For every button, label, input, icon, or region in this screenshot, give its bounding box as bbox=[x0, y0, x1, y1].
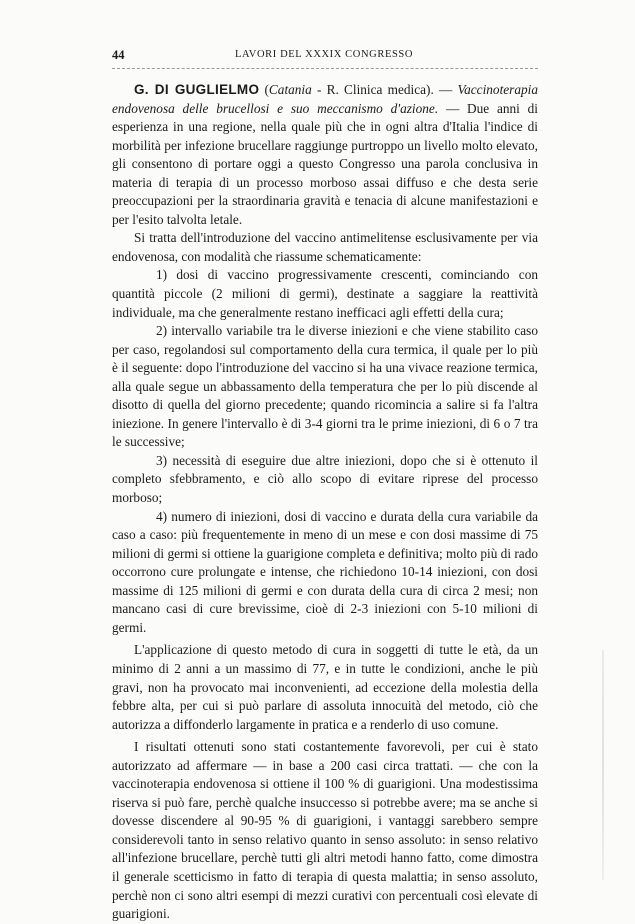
affiliation-city: Catania bbox=[268, 82, 312, 97]
page-header bbox=[112, 48, 536, 66]
scan-edge-mark bbox=[602, 650, 604, 880]
paragraph-method: Si tratta dell'introduzione del vaccino antimelitense esclusivamente per via endovenosa, con modalità che riassume schematicamente: bbox=[112, 230, 538, 264]
article-body bbox=[112, 81, 538, 924]
intro-text: — Due anni di esperienza in una regione, nella quale più che in ogni altra d'Italia l'indice di morbilità per infezione brucellare raggiunge purtroppo un livello molto elevato, gli consentono di portare oggi a questo Congresso una parola conclusiva in materia di terapia di un processo morboso assai diffuso e che desta serie preoccupazioni per la straordinaria gravità e tenacia di alcune manifestazioni e per l'esito talvolta letale. bbox=[112, 100, 538, 227]
article-title: Vaccinoterapia endovenosa delle brucellosi e suo meccanismo d'azione. bbox=[112, 82, 538, 116]
paragraph-application: L'applicazione di questo metodo di cura in soggetti di tutte le età, da un minimo di 2 anni a un massimo di 77, e in tutte le condizioni, anche le più gravi, non ha provocato mai inconvenienti, ad eccezione della molestia della febbre alta, per cui si può parlare di assoluta innocuità del metodo, ciò che autorizza a diffonderlo largamente in pratica e a renderlo di uso comune. bbox=[112, 642, 538, 732]
page-number: 44 bbox=[112, 48, 125, 62]
list-item-3: 3) necessità di eseguire due altre iniezioni, dopo che si è ottenuto il completo sfebbramento, e ciò allo scopo di evitare riprese del processo morboso; bbox=[112, 452, 538, 506]
paragraph-results: I risultati ottenuti sono stati costantemente favorevoli, per cui è stato autorizzato ad affermare — in base a 200 casi circa trattati. — che con la vaccinoterapia endovenosa si ottiene il 100 % di guarigioni. Una modestissima riserva si può fare, perchè qualche insuccesso si potrebbe avere; ma se anche si dovesse discendere al 90-95 % di guarigioni, i vantaggi sarebbero sempre considerevoli tanto in senso relativo quanto in senso assoluto: in senso relativo all'infezione brucellare, perchè tutti gli altri metodi hanno fatto, come dimostra il generale scetticismo in fatto di terapia di questa malattia; in senso assoluto, perchè non ci sono altri esempi di mezzi curativi con percentuali così elevate di guarigioni. bbox=[112, 739, 538, 922]
list-item-4: 4) numero di iniezioni, dosi di vaccino e durata della cura variabile da caso a caso: più frequentemente in meno di un mese e con dosi massime di 75 milioni di germi si ottiene la guarigione completa e definitiva; molto più di rado occorrono cure prolungate e intense, che richiedono 10-14 iniezioni, con dosi massime di 125 milioni di germi e con durata della cura di circa 2 mesi; non mancano casi di cure brevissime, cioè di 2-3 iniezioni con 5-10 milioni di germi. bbox=[112, 508, 538, 635]
list-item-2: 2) intervallo variabile tra le diverse iniezioni e che viene stabilito caso per caso, regolandosi sul comportamento della cura termica, il quale per lo più è il seguente: dopo l'introduzione del vaccino si ha una vivace reazione termica, alla quale segue un abbassamento della temperatura che per lo più discende al disotto di quella del giorno precedente; quando ricomincia a salire si fa l'altra iniezione. In genere l'intervallo è di 3-4 giorni tra le prime iniezioni, di 6 o 7 tra le successive; bbox=[112, 323, 538, 450]
header-rule bbox=[112, 68, 538, 69]
affiliation-rest: - R. Clinica medica). — bbox=[311, 82, 458, 97]
running-head: LAVORI DEL XXXIX CONGRESSO bbox=[234, 49, 414, 60]
list-item-1: 1) dosi di vaccino progressivamente crescenti, cominciando con quantità piccole (2 milioni di germi), destinate a saggiare la reattività individuale, ma che generalmente restano inefficaci agli effetti della cura; bbox=[112, 267, 538, 320]
article-intro bbox=[112, 81, 538, 229]
author-name: G. DI GUGLIELMO bbox=[134, 82, 260, 97]
affiliation-open: ( bbox=[264, 82, 269, 97]
